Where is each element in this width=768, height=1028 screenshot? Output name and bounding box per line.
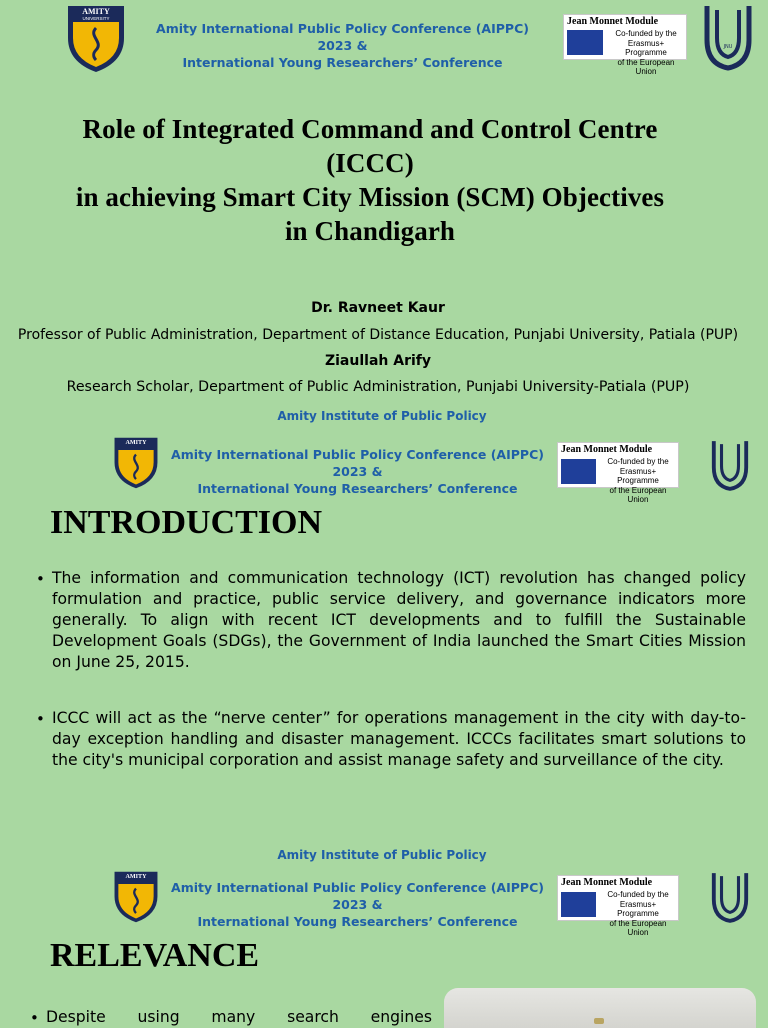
amity-logo xyxy=(113,436,159,490)
conference-title: Amity International Public Policy Conference (AIPPC) 2023 & International Young Researchers’ Conference xyxy=(171,880,544,929)
jean-monnet-badge: Jean Monnet Module Co-funded by the Erasmus+ Programme of the European Union xyxy=(563,14,687,60)
header-1 xyxy=(0,0,768,80)
relevance-heading: RELEVANCE xyxy=(50,937,260,974)
conference-title: Amity International Public Policy Conference (AIPPC) 2023 & International Young Researchers’ Conference xyxy=(156,21,529,70)
conference-title: Amity International Public Policy Conference (AIPPC) 2023 & International Young Researchers’ Conference xyxy=(171,447,544,496)
eu-flag-icon xyxy=(561,459,596,484)
svg-text:AMITY: AMITY xyxy=(82,7,110,16)
header-3 xyxy=(0,868,768,937)
svg-text:AMITY: AMITY xyxy=(125,439,147,446)
jean-monnet-badge: Jean Monnet Module Co-funded by the Erasmus+ Programme of the European Union xyxy=(557,442,679,488)
svg-text:JNU: JNU xyxy=(723,44,733,50)
relevance-bullet-1: Despite using many search engines xyxy=(46,1008,432,1026)
intro-bullet-2: ICCC will act as the “nerve center” for operations management in the city with day-to-day exception handling and disaster management. ICCCs facilitates smart solutions to the city's municipal corporation and assist manage safety and surveillance of the city. xyxy=(52,709,746,769)
jean-monnet-badge: Jean Monnet Module Co-funded by the Erasmus+ Programme of the European Union xyxy=(557,875,679,921)
svg-text:AMITY: AMITY xyxy=(125,873,147,880)
author1-name: Dr. Ravneet Kaur xyxy=(311,300,445,316)
bullet-dot: • xyxy=(36,570,45,588)
institute-label: Amity Institute of Public Policy xyxy=(277,409,487,423)
jnu-logo xyxy=(710,870,750,924)
intro-bullet-1: The information and communication technology (ICT) revolution has changed policy formulation and practice, public service delivery, and governance indicators more generally. To align with recent ICT developments and to fulfill the Sustainable Development Goals (SDGs), the Government of India launched the Smart Cities Mission on June 25, 2015. xyxy=(52,569,746,671)
eu-flag-icon xyxy=(561,892,596,917)
svg-text:UNIVERSITY: UNIVERSITY xyxy=(82,16,110,21)
bullet-dot: • xyxy=(30,1009,39,1027)
author1-affiliation: Professor of Public Administration, Department of Distance Education, Punjabi University, Patiala (PUP) xyxy=(17,327,739,343)
author2-name: Ziaullah Arify xyxy=(324,353,431,369)
eu-flag-icon xyxy=(567,30,603,55)
relevance-image xyxy=(444,988,756,1028)
amity-logo xyxy=(113,870,159,924)
institute-label: Amity Institute of Public Policy xyxy=(277,848,487,862)
introduction-heading: INTRODUCTION xyxy=(50,504,323,541)
amity-logo xyxy=(66,4,126,74)
bullet-dot: • xyxy=(36,710,45,728)
jnu-logo xyxy=(703,2,753,72)
author2-affiliation: Research Scholar, Department of Public Administration, Punjabi University-Patiala (PUP) xyxy=(66,379,690,395)
jnu-logo xyxy=(710,438,750,492)
paper-title: Role of Integrated Command and Control Centre (ICCC) in achieving Smart City Mission (SCM) Objectives in Chandigarh xyxy=(75,114,665,246)
header-2 xyxy=(0,436,768,504)
